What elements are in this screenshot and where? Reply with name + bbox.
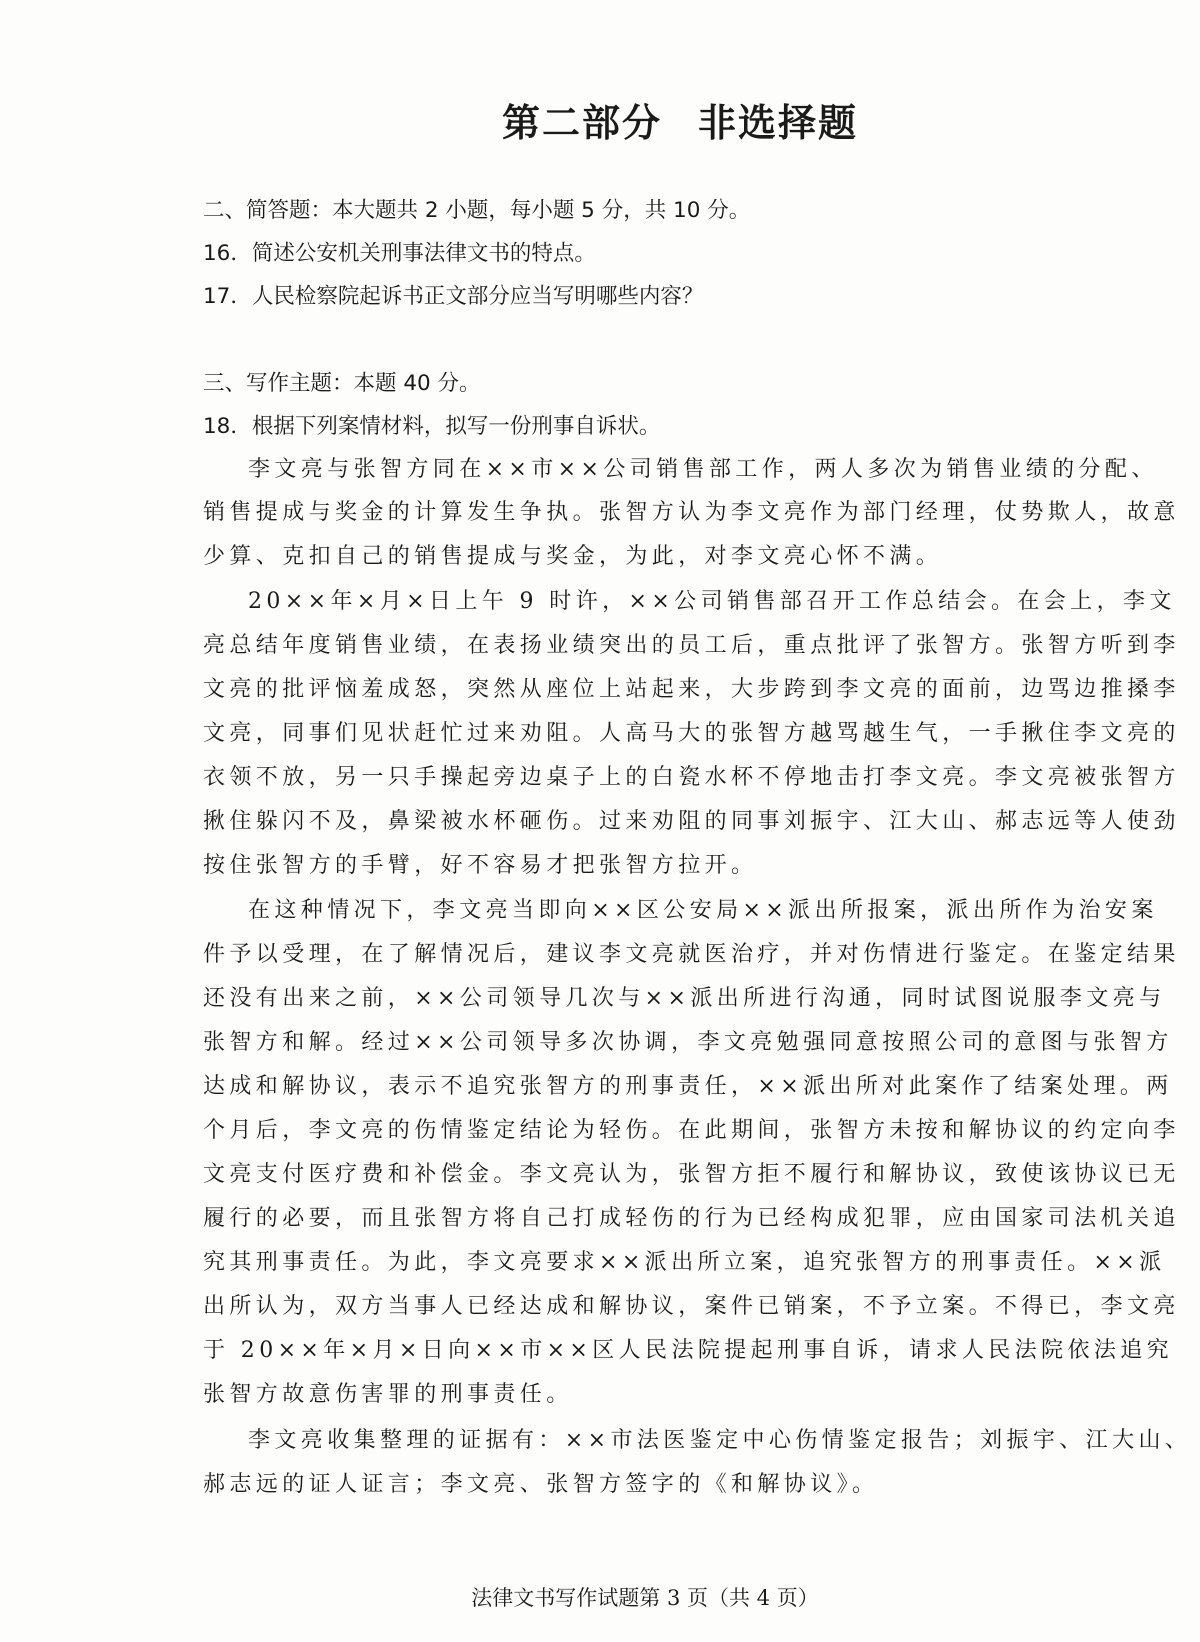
case-line: 个月后，李文亮的伤情鉴定结论为轻伤。在此期间，张智方未按和解协议的约定向李 — [203, 1118, 1180, 1143]
case-line: 亮总结年度销售业绩，在表扬业绩突出的员工后，重点批评了张智方。张智方听到李 — [203, 633, 1180, 658]
title-name: 非选择题 — [698, 101, 859, 145]
question-18: 18．根据下列案情材料，拟写一份刑事自诉状。 — [203, 414, 661, 439]
case-line: 销售提成与奖金的计算发生争执。张智方认为李文亮作为部门经理，仗势欺人，故意 — [203, 500, 1180, 525]
case-line: 按住张智方的手臂，好不容易才把张智方拉开。 — [203, 853, 758, 878]
case-line: 揪住躲闪不及，鼻梁被水杯砸伤。过来劝阻的同事刘振宇、江大山、郝志远等人使劲 — [203, 809, 1180, 834]
case-line: 衣领不放，另一只手操起旁边桌子上的白瓷水杯不停地击打李文亮。李文亮被张智方 — [203, 765, 1180, 790]
question-17: 17．人民检察院起诉书正文部分应当写明哪些内容？ — [203, 284, 704, 309]
case-line: 20××年×月×日上午 9 时许，××公司销售部召开工作总结会。在会上，李文 — [248, 589, 1176, 614]
case-line: 在这种情况下，李文亮当即向××区公安局××派出所报案，派出所作为治安案 — [248, 898, 1158, 923]
case-line: 履行的必要，而且张智方将自己打成轻伤的行为已经构成犯罪，应由国家司法机关追 — [203, 1206, 1180, 1231]
case-line: 张智方和解。经过××公司领导多次协调，李文亮勉强同意按照公司的意图与张智方 — [203, 1030, 1173, 1055]
section3-heading: 三、写作主题：本题 40 分。 — [203, 371, 481, 396]
page-title — [0, 92, 1200, 147]
page-footer: 法律文书写作试题第 3 页（共 4 页） — [471, 1586, 819, 1610]
case-line: 究其刑事责任。为此，李文亮要求××派出所立案，追究张智方的刑事责任。××派 — [203, 1250, 1166, 1275]
case-line: 文亮，同事们见状赶忙过来劝阻。人高马大的张智方越骂越生气，一手揪住李文亮的 — [203, 721, 1180, 746]
evidence-line: 郝志远的证人证言；李文亮、张智方签字的《和解协议》。 — [203, 1472, 879, 1497]
title-part: 第二部分 — [501, 101, 662, 145]
case-line: 文亮支付医疗费和补偿金。李文亮认为，张智方拒不履行和解协议，致使该协议已无 — [203, 1162, 1180, 1187]
case-line: 件予以受理，在了解情况后，建议李文亮就医治疗，并对伤情进行鉴定。在鉴定结果 — [203, 942, 1180, 967]
case-line: 达成和解协议，表示不追究张智方的刑事责任，××派出所对此案作了结案处理。两 — [203, 1074, 1173, 1099]
evidence-line: 李文亮收集整理的证据有：××市法医鉴定中心伤情鉴定报告；刘振宇、江大山、 — [248, 1428, 1192, 1453]
case-line: 文亮的批评恼羞成怒，突然从座位上站起来，大步跨到李文亮的面前，边骂边推搡李 — [203, 677, 1180, 702]
case-line: 于 20××年×月×日向××市××区人民法院提起刑事自诉，请求人民法院依法追究 — [203, 1338, 1174, 1363]
case-line: 少算、克扣自己的销售提成与奖金，为此，对李文亮心怀不满。 — [203, 544, 943, 569]
question-16: 16．简述公安机关刑事法律文书的特点。 — [203, 241, 596, 266]
case-line: 张智方故意伤害罪的刑事责任。 — [203, 1382, 573, 1407]
section2-heading: 二、简答题：本大题共 2 小题，每小题 5 分，共 10 分。 — [203, 198, 751, 223]
case-line: 还没有出来之前，××公司领导几次与××派出所进行沟通，同时试图说服李文亮与 — [203, 986, 1166, 1011]
case-line: 出所认为，双方当事人已经达成和解协议，案件已销案，不予立案。不得已，李文亮 — [203, 1294, 1180, 1319]
case-line: 李文亮与张智方同在××市××公司销售部工作，两人多次为销售业绩的分配、 — [248, 457, 1158, 482]
